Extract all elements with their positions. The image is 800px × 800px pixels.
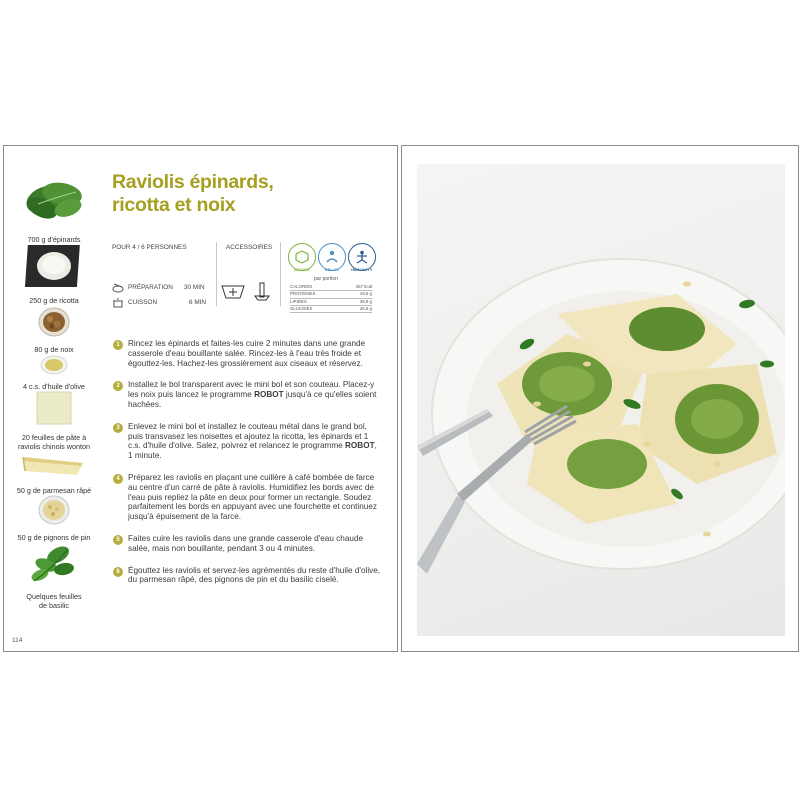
- blade-icon: [254, 282, 270, 302]
- ingredient-basil: [4, 541, 104, 610]
- servings-text: POUR 4 / 6 PERSONNES: [112, 244, 187, 251]
- info-divider: [280, 242, 281, 306]
- badge-label: ANTIOX: [293, 267, 311, 272]
- info-divider: [216, 242, 217, 306]
- step-number: 1: [113, 340, 123, 350]
- page-number: 114: [12, 637, 23, 644]
- ingredient-label: 700 g d'épinards: [27, 235, 81, 244]
- step-5: 5 Faites cuire les raviolis dans une grande casserole d'eau chaude salée, mais non bouillante, pendant 3 ou 4 minutes.: [113, 534, 383, 554]
- badge-label: RELAX: [324, 267, 340, 272]
- ingredient-olive-oil: [4, 353, 104, 391]
- whisk-icon: [112, 283, 124, 293]
- hexagon-icon: [295, 250, 309, 264]
- ravioli-photo: [417, 164, 785, 636]
- meditation-icon: [324, 249, 340, 265]
- step-2: 2 Installez le bol transparent avec le mini bol et son couteau. Placez-y les noix puis lancez le programme ROBOT jusqu'à ce qu'elles soient hachées.: [113, 380, 383, 409]
- badge-label: IMMUNITY: [351, 267, 373, 272]
- shield-figure-icon: [354, 249, 370, 265]
- step-number: 6: [113, 567, 123, 577]
- step-4: 4 Préparez les raviolis en plaçant une cuillère à café bombée de farce au centre d'un carré de pâte à raviolis. Humidifiez les bords avec de l'eau puis repliez la pâte en deux pour former un rectangle. Soudez parfaitement les bords en appuyant avec une fourchette et continuez jusqu'à épuisement de la farce.: [113, 473, 383, 522]
- ingredient-label: 4 c.s. d'huile d'olive: [23, 382, 85, 391]
- step-6: 6 Égouttez les raviolis et servez-les agrémentés du reste d'huile d'olive, du parmesan râpé, des pignons de pin et du basilic ciselé.: [113, 566, 383, 586]
- ravioli-plate-image: [417, 164, 785, 636]
- nutrition-row: PROTÉINES 19,5 g: [290, 291, 372, 298]
- ingredient-label: Quelques feuilles de basilic: [26, 592, 82, 610]
- step-number: 2: [113, 381, 123, 391]
- ingredient-label: 250 g de ricotta: [29, 296, 79, 305]
- per-portion-label: par portion: [314, 276, 338, 282]
- step-number: 4: [113, 474, 123, 484]
- step-number: 5: [113, 535, 123, 545]
- cook-label: CUISSON: [128, 299, 158, 306]
- book-spread: [0, 145, 800, 653]
- recipe-title: Raviolis épinards, ricotta et noix: [112, 171, 274, 216]
- ingredient-ricotta: [4, 243, 104, 305]
- step-1: 1 Rincez les épinards et faites-les cuire 2 minutes dans une grande casserole d'eau bouillante salée. Rincez-les à l'eau très froide et égouttez-les. Hachez-les grossièrement aux ciseaux et réservez.: [113, 339, 383, 368]
- photo-page: [401, 145, 799, 652]
- recipe-page: [3, 145, 398, 652]
- recipe-steps: [113, 339, 383, 597]
- step-3: 3 Enlevez le mini bol et installez le couteau métal dans le grand bol, puis transvasez les noisettes et ajoutez la ricotta, les épinards et 1 c.s. d'huile d'olive. Salez, poivrez et relancez le programme ROBOT, 1 minute.: [113, 422, 383, 461]
- wonton-sheet-image: [34, 390, 74, 426]
- accessories-label: ACCESSOIRES: [226, 244, 273, 251]
- prep-label: PRÉPARATION: [128, 284, 173, 291]
- cook-time: 6 MIN: [189, 299, 207, 306]
- ingredient-label: 50 g de pignons de pin: [17, 533, 91, 542]
- olive-oil-image: [39, 353, 69, 375]
- mini-bowl-icon: [220, 282, 246, 302]
- pot-icon: [112, 298, 124, 308]
- prep-time: 30 MIN: [184, 284, 205, 291]
- ingredient-walnuts: [4, 306, 104, 354]
- ingredient-label: 20 feuilles de pâte à raviolis chinois wonton: [18, 433, 90, 451]
- ingredient-wonton: [4, 390, 104, 451]
- step-number: 3: [113, 423, 123, 433]
- ingredient-parmesan: [4, 449, 104, 495]
- ingredient-spinach: [4, 174, 104, 244]
- basil-image: [24, 541, 84, 585]
- nutrition-row: GLUCIDES 26,6 g: [290, 306, 372, 313]
- ingredient-label: 80 g de noix: [34, 345, 74, 354]
- ricotta-image: [24, 243, 84, 289]
- spinach-image: [18, 174, 90, 228]
- ingredient-label: 50 g de parmesan râpé: [16, 486, 92, 495]
- parmesan-image: [19, 449, 89, 479]
- ingredient-pine-nuts: [4, 494, 104, 542]
- nutrition-table: [290, 284, 372, 313]
- nutrition-row: CALORIES 457 kcal: [290, 284, 372, 291]
- walnuts-image: [37, 306, 71, 338]
- nutrition-row: LIPIDES 38,9 g: [290, 299, 372, 306]
- pine-nuts-image: [37, 494, 71, 526]
